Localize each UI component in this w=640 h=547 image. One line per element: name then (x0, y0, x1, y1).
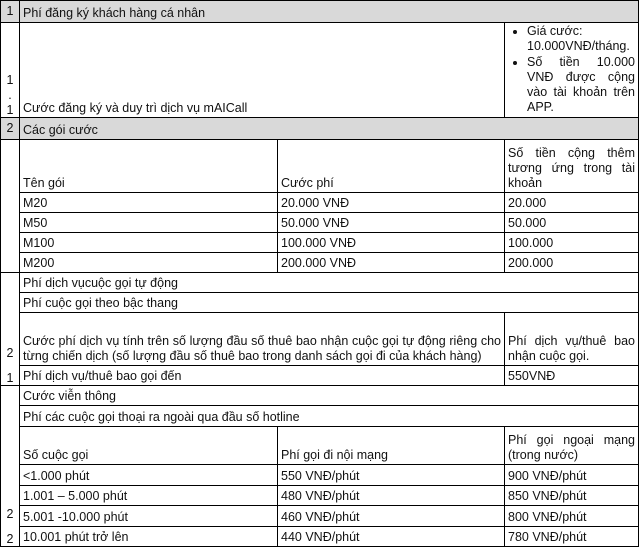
section-2-number: 2 (1, 118, 20, 140)
row-2-2-number: 2 2 (1, 386, 20, 547)
packages-col-credit: Số tiền cộng thêm tương ứng trong tài khoản (505, 140, 639, 193)
package-fee: 100.000 VNĐ (278, 233, 505, 253)
table-row (1, 465, 639, 485)
campaign-fee-row (1, 313, 639, 366)
registration-fee-details (505, 23, 639, 118)
table-row (1, 253, 639, 273)
packages-col-fee: Cước phí (278, 140, 505, 193)
table-row (1, 213, 639, 233)
onnet-fee: 460 VNĐ/phút (278, 506, 505, 526)
call-volume: 5.001 -10.000 phút (20, 506, 278, 526)
hotline-title: Phí các cuộc gọi thoại ra ngoài qua đầu số hotline (20, 406, 639, 426)
section-1-header (1, 1, 639, 23)
registration-fee-bullets (505, 24, 635, 115)
offnet-fee: 850 VNĐ/phút (505, 485, 639, 505)
tier-fee-title-row (1, 293, 639, 313)
call-volume: <1.000 phút (20, 465, 278, 485)
auto-call-title-row (1, 273, 639, 293)
offnet-fee: 900 VNĐ/phút (505, 465, 639, 485)
offnet-fee: 800 VNĐ/phút (505, 506, 639, 526)
telecom-col-onnet: Phí gọi đi nội mạng (278, 426, 505, 465)
package-credit: 200.000 (505, 253, 639, 273)
call-volume: 10.001 phút trở lên (20, 526, 278, 546)
campaign-fee-value: Phí dịch vụ/thuê bao nhận cuộc gọi. (505, 313, 639, 366)
onnet-fee: 480 VNĐ/phút (278, 485, 505, 505)
table-row (1, 526, 639, 546)
section-1-title: Phí đăng ký khách hàng cá nhân (20, 1, 639, 23)
offnet-fee: 780 VNĐ/phút (505, 526, 639, 546)
packages-header-row (1, 140, 639, 193)
package-name: M200 (20, 253, 278, 273)
registration-fee-row (1, 23, 639, 118)
telecom-title-row (1, 386, 639, 406)
registration-fee-label: Cước đăng ký và duy trì dịch vụ mAICall (20, 23, 505, 118)
section-2-title: Các gói cước (20, 118, 639, 140)
hotline-title-row (1, 406, 639, 426)
bullet-credit: • Số tiền 10.000 VNĐ được cộng vào tài khoản trên APP. (527, 55, 635, 115)
package-fee: 50.000 VNĐ (278, 213, 505, 233)
row-1-1-number: 1 . 1 (1, 23, 20, 118)
section-1-number: 1 (1, 1, 20, 23)
onnet-fee: 550 VNĐ/phút (278, 465, 505, 485)
bullet-price: • Giá cước: 10.000VNĐ/tháng. (527, 24, 635, 54)
package-name: M50 (20, 213, 278, 233)
incoming-fee-label: Phí dịch vụ/thuê bao gọi đến (20, 366, 505, 386)
auto-call-title: Phí dịch vụcuộc gọi tự động (20, 273, 639, 293)
onnet-fee: 440 VNĐ/phút (278, 526, 505, 546)
section-2-header (1, 118, 639, 140)
package-credit: 20.000 (505, 193, 639, 213)
incoming-fee-value: 550VNĐ (505, 366, 639, 386)
table-row (1, 193, 639, 213)
table-row (1, 485, 639, 505)
incoming-fee-row (1, 366, 639, 386)
row-2-1-number: 2 1 (1, 273, 20, 386)
telecom-title: Cước viễn thông (20, 386, 639, 406)
packages-number-cell (1, 140, 20, 273)
tier-fee-title: Phí cuộc gọi theo bậc thang (20, 293, 639, 313)
campaign-fee-description: Cước phí dịch vụ tính trên số lượng đầu số thuê bao nhận cuộc gọi tự động riêng cho từng chiến dịch (số lượng đầu số thuê bao trong danh sách gọi đi của khách hàng) (20, 313, 505, 366)
telecom-col-calls: Số cuộc gọi (20, 426, 278, 465)
package-name: M20 (20, 193, 278, 213)
package-credit: 100.000 (505, 233, 639, 253)
packages-col-name: Tên gói (20, 140, 278, 193)
package-name: M100 (20, 233, 278, 253)
telecom-header-row (1, 426, 639, 465)
package-credit: 50.000 (505, 213, 639, 233)
table-row (1, 233, 639, 253)
package-fee: 20.000 VNĐ (278, 193, 505, 213)
table-row (1, 506, 639, 526)
package-fee: 200.000 VNĐ (278, 253, 505, 273)
call-volume: 1.001 – 5.000 phút (20, 485, 278, 505)
telecom-col-offnet: Phí gọi ngoại mạng (trong nước) (505, 426, 639, 465)
